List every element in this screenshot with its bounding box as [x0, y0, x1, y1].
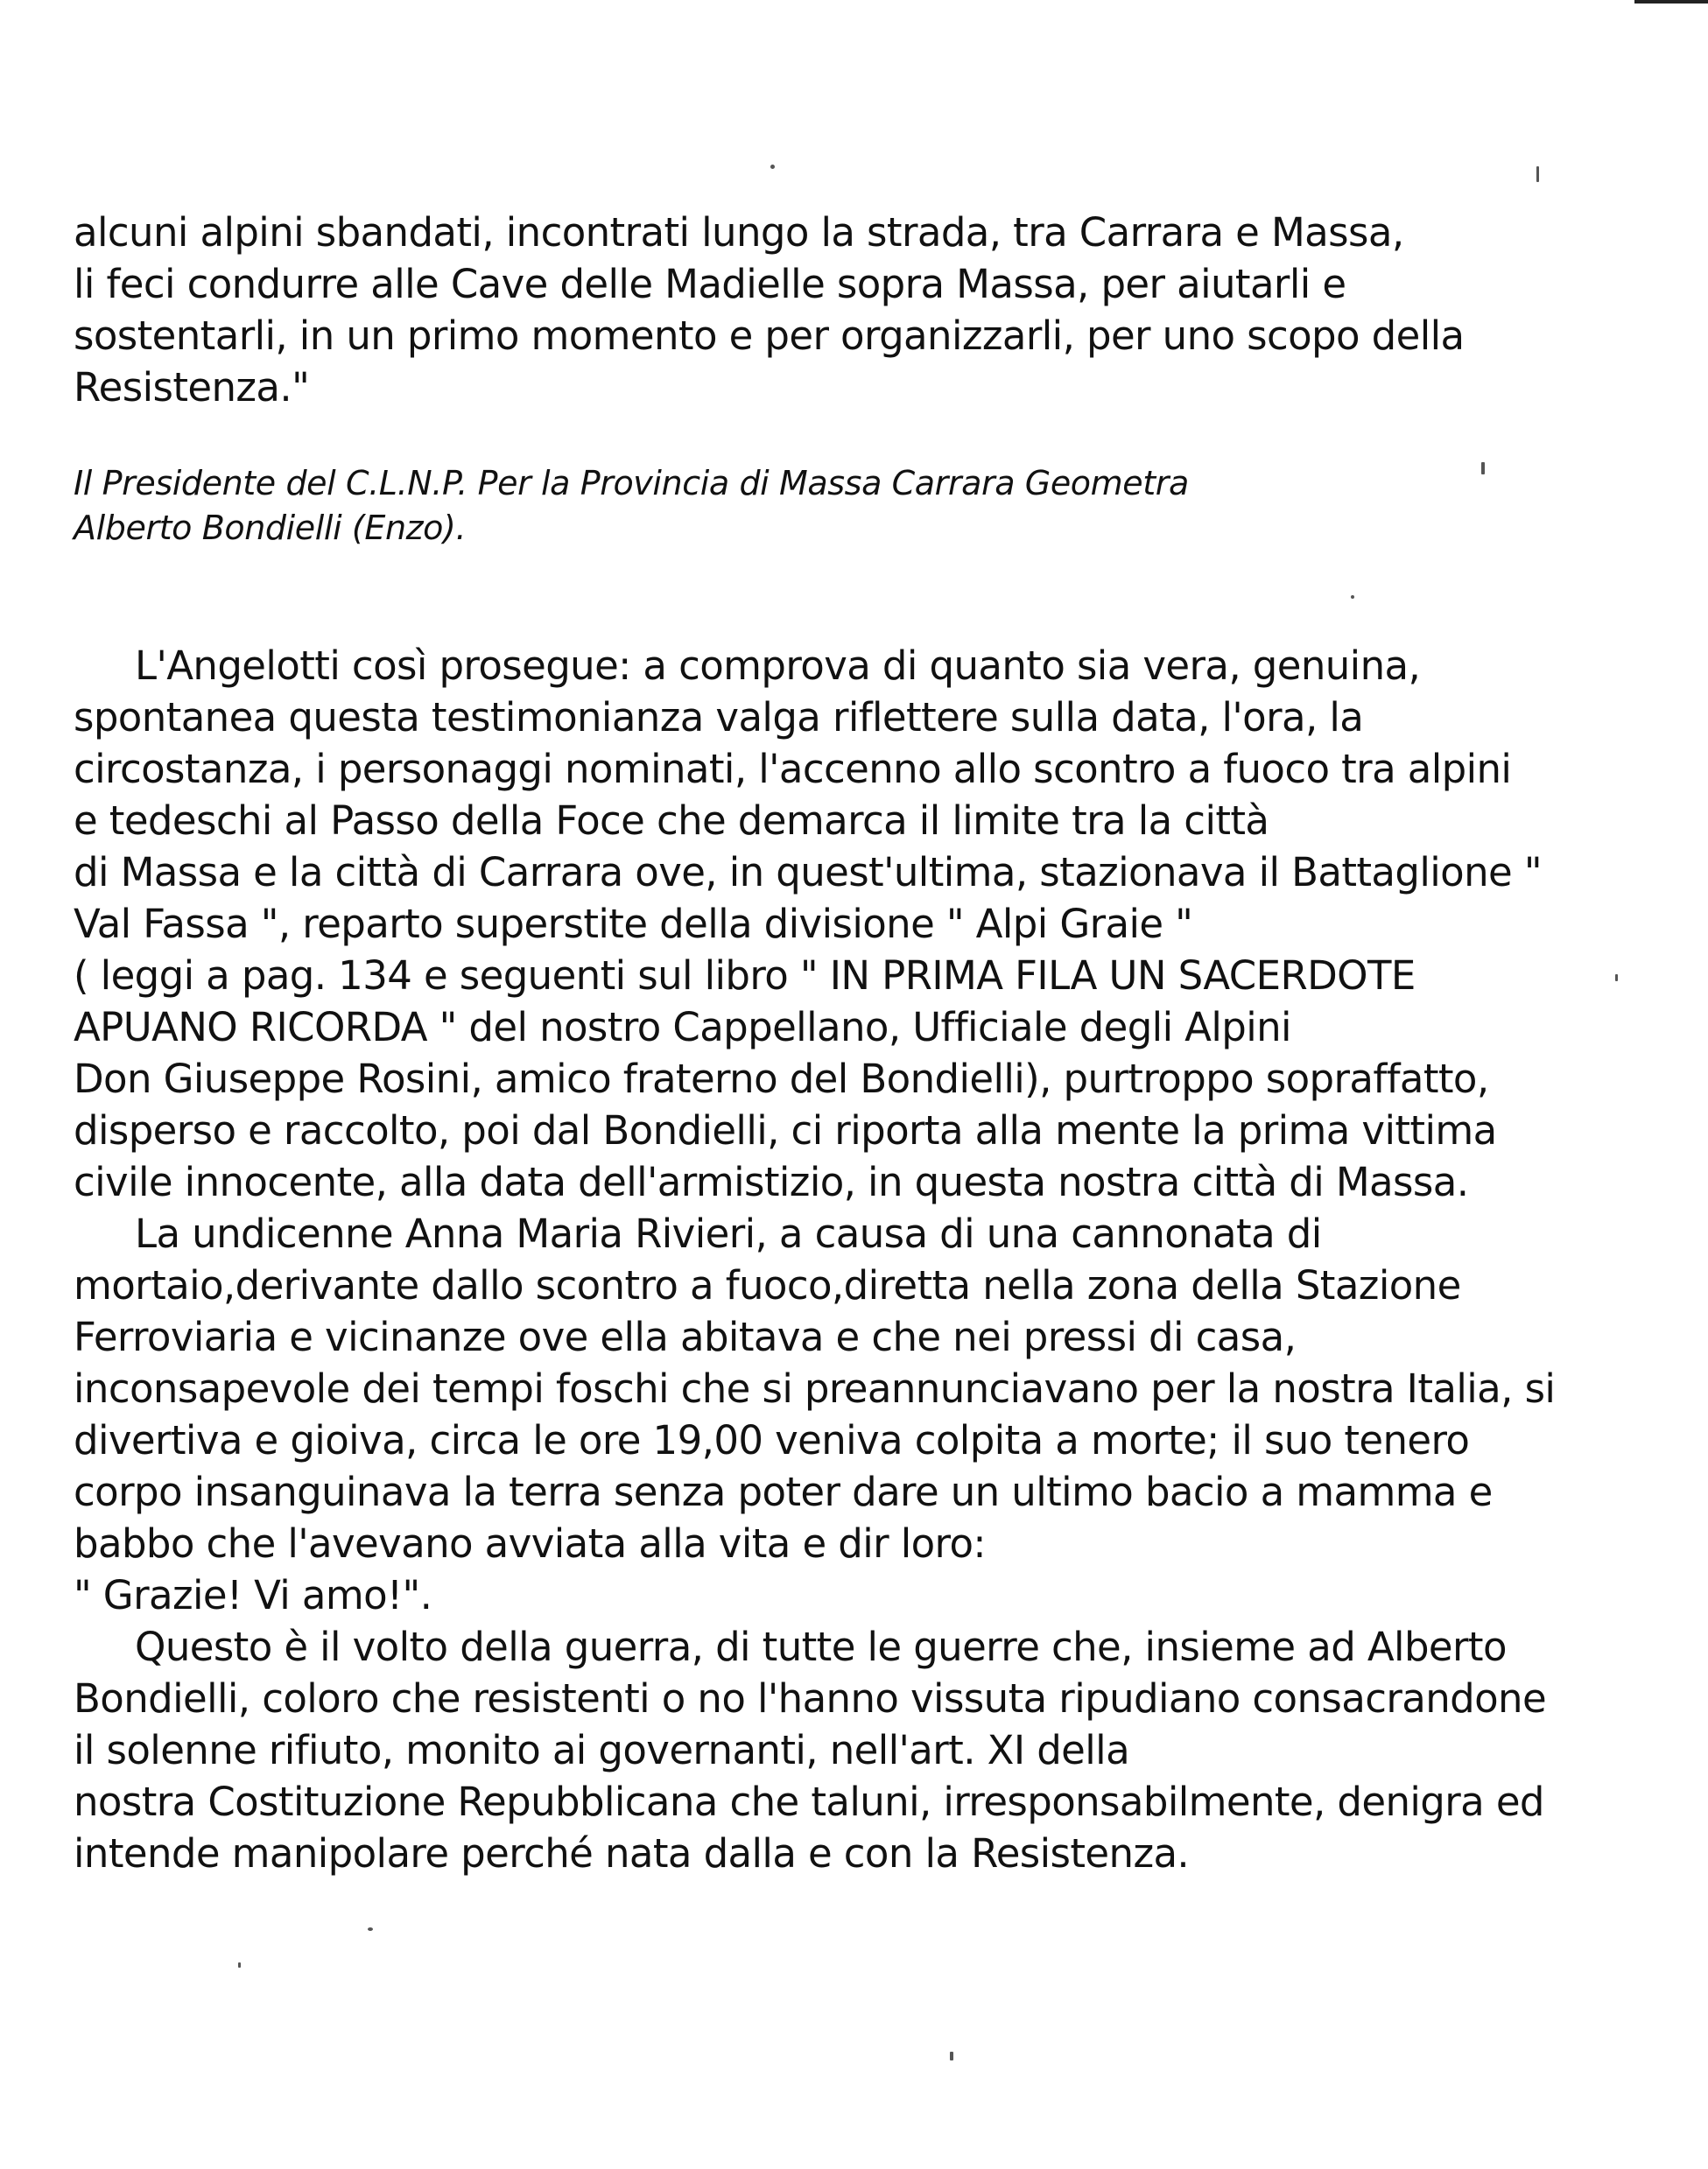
text-line: alcuni alpini sbandati, incontrati lungo la strada, tra Carrara e Massa,	[74, 209, 1404, 256]
text-line: ( leggi a pag. 134 e seguenti sul libro " IN PRIMA FILA UN SACERDOTE	[74, 952, 1416, 999]
text-line: corpo insanguinava la terra senza poter dare un ultimo bacio a mamma e	[74, 1469, 1493, 1515]
scan-edge-mark	[1634, 0, 1708, 4]
signature	[74, 461, 1597, 551]
text-line: APUANO RICORDA " del nostro Cappellano, Ufficiale degli Alpini	[74, 1004, 1291, 1050]
text-line: Don Giuseppe Rosini, amico fraterno del Bondielli), purtroppo sopraffatto,	[74, 1056, 1489, 1102]
scan-speck	[1615, 974, 1618, 981]
text-line: disperso e raccolto, poi dal Bondielli, ci riporta alla mente la prima vittima	[74, 1107, 1497, 1154]
text-line: il solenne rifiuto, monito ai governanti, nell'art. XI della	[74, 1727, 1130, 1773]
scan-speck	[770, 165, 775, 169]
text-line: babbo che l'avevano avviata alla vita e dir loro:	[74, 1520, 986, 1567]
scan-speck	[950, 2052, 953, 2060]
signature-line: Il Presidente del C.L.N.P. Per la Provincia di Massa Carrara Geometra	[74, 464, 1189, 502]
text-line: La undicenne Anna Maria Rivieri, a causa di una cannonata di	[135, 1211, 1322, 1257]
text-line: Resistenza."	[74, 364, 310, 411]
scan-speck	[238, 1962, 241, 1968]
scan-speck	[1351, 595, 1354, 599]
text-line: intende manipolare perché nata dalla e con la Resistenza.	[74, 1830, 1190, 1877]
text-line: L'Angelotti così prosegue: a comprova di quanto sia vera, genuina,	[135, 642, 1421, 689]
text-line: Questo è il volto della guerra, di tutte le guerre che, insieme ad Alberto	[135, 1624, 1507, 1670]
text-line: circostanza, i personaggi nominati, l'accenno allo scontro a fuoco tra alpini	[74, 746, 1512, 792]
text-line: inconsapevole dei tempi foschi che si preannunciavano per la nostra Italia, si	[74, 1365, 1556, 1412]
scan-speck	[1536, 166, 1539, 182]
text-line: sostentarli, in un primo momento e per organizzarli, per uno scopo della	[74, 312, 1465, 359]
text-line: Ferroviaria e vicinanze ove ella abitava e che nei pressi di casa,	[74, 1314, 1297, 1360]
text-line: divertiva e gioiva, circa le ore 19,00 veniva colpita a morte; il suo tenero	[74, 1417, 1470, 1464]
text-line: spontanea questa testimonianza valga riflettere sulla data, l'ora, la	[74, 694, 1364, 741]
text-line: " Grazie! Vi amo!".	[74, 1572, 432, 1618]
quote-paragraph	[74, 207, 1597, 413]
text-line: e tedeschi al Passo della Foce che demarca il limite tra la città	[74, 797, 1269, 844]
text-line: Val Fassa ", reparto superstite della divisione " Alpi Graie "	[74, 901, 1193, 947]
text-line: mortaio,derivante dallo scontro a fuoco,diretta nella zona della Stazione	[74, 1262, 1461, 1309]
scan-speck	[368, 1927, 373, 1931]
text-line: nostra Costituzione Repubblicana che taluni, irresponsabilmente, denigra ed	[74, 1779, 1544, 1825]
text-line: di Massa e la città di Carrara ove, in quest'ultima, stazionava il Battaglione "	[74, 849, 1542, 895]
text-line: Bondielli, coloro che resistenti o no l'hanno vissuta ripudiano consacrandone	[74, 1675, 1547, 1722]
signature-line: Alberto Bondielli (Enzo).	[74, 509, 467, 547]
text-line: li feci condurre alle Cave delle Madielle sopra Massa, per aiutarli e	[74, 261, 1346, 307]
body-text	[74, 640, 1597, 1879]
text-line: civile innocente, alla data dell'armistizio, in questa nostra città di Massa.	[74, 1159, 1469, 1205]
